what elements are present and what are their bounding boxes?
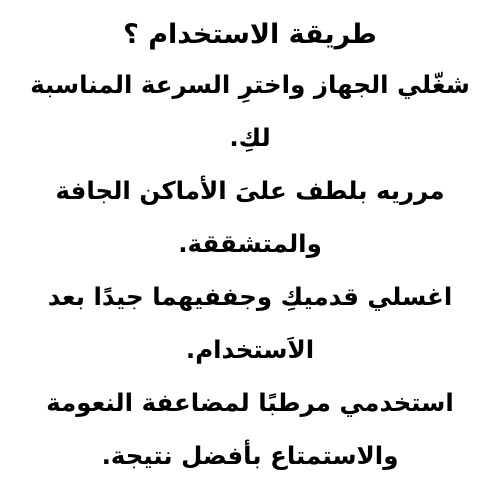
usage-steps-list: [30, 58, 470, 482]
usage-step-4: استخدمي مرطبًا لمضاعفة النعومة والاستمتاع بأفضل نتيجة.: [46, 388, 454, 470]
usage-step-2: مرريه بلطف علىَ الأماكن الجافة والمتشققة.: [55, 176, 445, 258]
usage-step-3: اغسلي قدميكِ وجففيهما جيدًا بعد الاَستخدام.: [47, 282, 453, 364]
page-title: طريقة الاستخدام ؟: [123, 19, 377, 50]
usage-step-1: شغّلي الجهاز واخترِ السرعة المناسبة لكِ.: [30, 70, 470, 152]
